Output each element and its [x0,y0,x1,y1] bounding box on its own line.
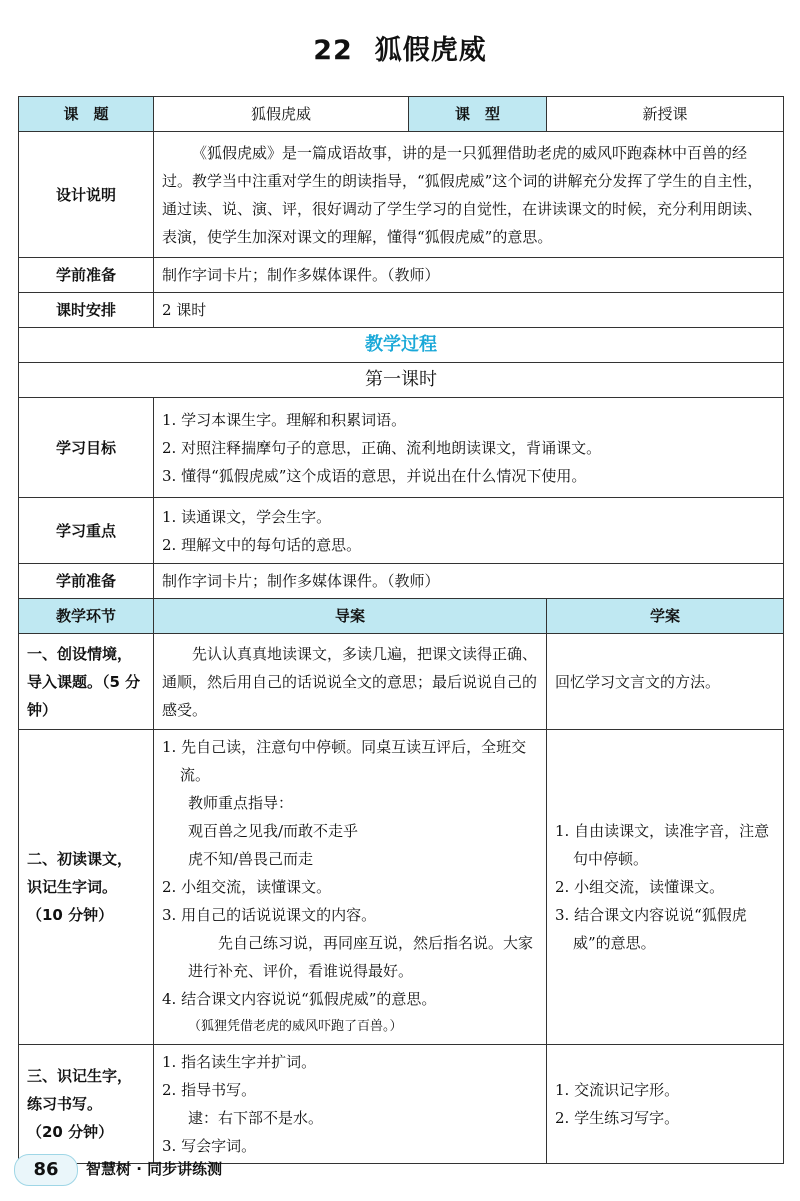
guide-item: 1. 先自己读，注意句中停顿。同桌互读互评后，全班交流。 [162,738,527,784]
step3-label: 三、识记生字，练习书写。 [27,1067,133,1113]
guide-item: 2. 小组交流，读懂课文。 [162,878,332,896]
topic-value: 狐假虎威 [154,97,409,132]
step3-guide [154,1045,547,1164]
step1-guide: 先认认真真地读课文，多读几遍，把课文读得正确、通顺，然后用自己的话说说全文的意思；最后说说自己的感受。 [154,634,547,730]
focus-list [154,498,784,564]
step3-label-cell [19,1045,154,1164]
guide-item: 先自己练习说，再同座互说，然后指名说。大家进行补充、评价，看谁说得最好。 [188,934,534,980]
topic-label: 课 题 [19,97,154,132]
page-footer [0,1148,800,1201]
focus-item: 1. 读通课文，学会生字。 [162,507,332,526]
step2-study [547,730,784,1045]
lesson-title: 狐假虎威 [374,35,487,66]
prep-text-2: 制作字词卡片；制作多媒体课件。（教师） [154,564,784,599]
prep-label-2: 学前准备 [19,564,154,599]
guide-item: 2. 指导书写。 [162,1081,257,1099]
prep-text: 制作字词卡片；制作多媒体课件。（教师） [154,258,784,293]
col-study-header: 学案 [547,599,784,634]
step1-label: 一、创设情境，导入课题。（5 分钟） [19,634,154,730]
process-title: 教学过程 [19,328,784,363]
page-title [0,28,800,67]
design-text: 《狐假虎威》是一篇成语故事，讲的是一只狐狸借助老虎的威风吓跑森林中百兽的经过。教学当中注重对学生的朗读指导，“狐假虎威”这个词的讲解充分发挥了学生的自主性，通过读、说、演、评，很好调动了学生学习的自觉性，在讲读课文的时候，充分利用朗读、表演，使学生加深对课文的理解，懂得“狐假虎威”的意思。 [154,132,784,258]
goals-label: 学习目标 [19,398,154,498]
goal-item: 2. 对照注释揣摩句子的意思，正确、流利地朗读课文，背诵课文。 [162,438,602,457]
hours-label: 课时安排 [19,293,154,328]
guide-note: （狐狸凭借老虎的威风吓跑了百兽。） [188,1019,403,1034]
focus-label: 学习重点 [19,498,154,564]
goals-list [154,398,784,498]
guide-item: 教师重点指导： [188,794,294,812]
brand-text: 智慧树 · 同步讲练测 [86,1160,223,1178]
guide-item: 1. 指名读生字并扩词。 [162,1053,317,1071]
hours-text: 2 课时 [154,293,784,328]
study-item: 2. 学生练习写字。 [555,1109,680,1127]
step2-time: （10 分钟） [27,906,114,924]
step3-study [547,1045,784,1164]
lesson-period-title: 第一课时 [19,363,784,398]
step1-study: 回忆学习文言文的方法。 [547,634,784,730]
step2-label-cell [19,730,154,1045]
study-item: 1. 交流识记字形。 [555,1081,680,1099]
design-label: 设计说明 [19,132,154,258]
guide-item: 虎不知/兽畏己而走 [188,850,314,868]
study-item: 2. 小组交流，读懂课文。 [555,878,725,896]
step3-time: （20 分钟） [27,1123,114,1141]
col-guide-header: 导案 [154,599,547,634]
step2-guide [154,730,547,1045]
guide-item: 3. 用自己的话说说课文的内容。 [162,906,377,924]
focus-item: 2. 理解文中的每句话的意思。 [162,535,362,554]
lesson-plan-table [18,96,784,1164]
guide-item: 逮：右下部不是水。 [188,1109,324,1127]
lesson-number: 22 [313,35,353,66]
guide-item: 4. 结合课文内容说说“狐假虎威”的意思。 [162,990,437,1008]
type-label: 课 型 [409,97,547,132]
step2-label: 二、初读课文，识记生字词。 [27,850,133,896]
col-step-header: 教学环节 [19,599,154,634]
page-number: 86 [14,1154,78,1186]
goal-item: 3. 懂得“狐假虎威”这个成语的意思，并说出在什么情况下使用。 [162,466,587,485]
study-item: 1. 自由读课文，读准字音，注意句中停顿。 [555,822,770,868]
guide-item: 3. 写会字词。 [162,1137,257,1155]
study-item: 3. 结合课文内容说说“狐假虎威”的意思。 [555,906,747,952]
prep-label: 学前准备 [19,258,154,293]
type-value: 新授课 [547,97,784,132]
guide-item: 观百兽之见我/而敢不走乎 [188,822,359,840]
goal-item: 1. 学习本课生字。理解和积累词语。 [162,410,407,429]
